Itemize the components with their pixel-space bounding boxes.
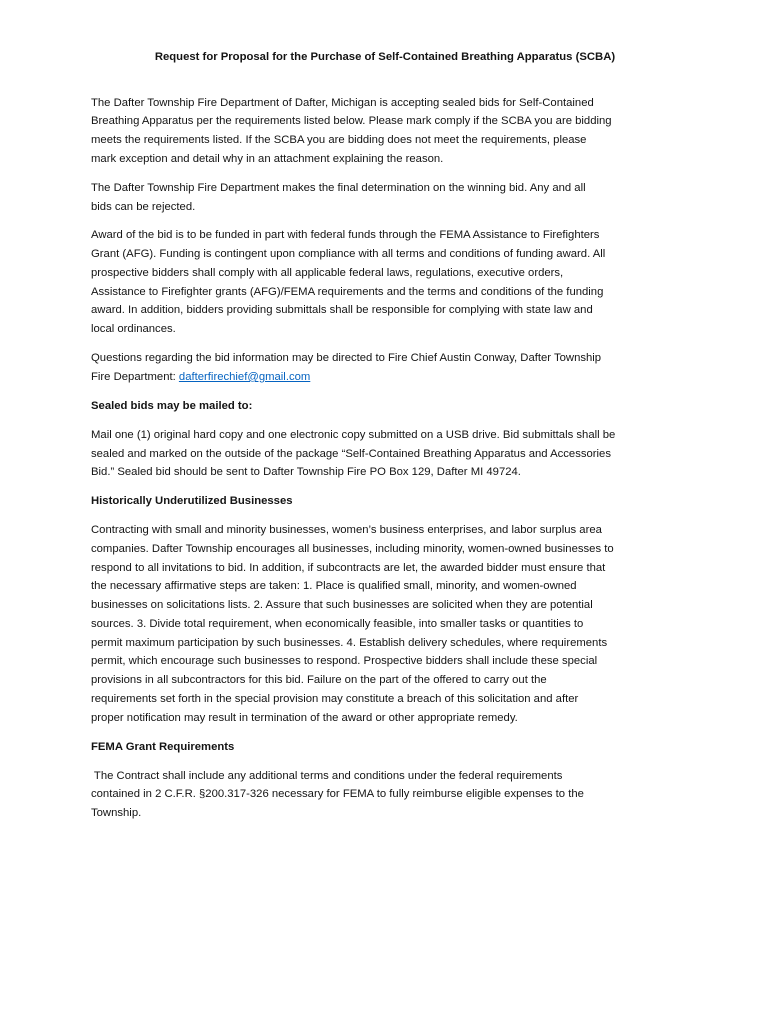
paragraph-line: companies. Dafter Township encourages all businesses, including minority, women-owned businesses to [91,542,614,555]
paragraph-line: Questions regarding the bid information may be directed to Fire Chief Austin Conway, Dafter Township [91,352,602,365]
paragraph-line: Breathing Apparatus per the requirements listed below. Please mark comply if the SCBA you are bidding [91,115,612,128]
paragraph-line [91,368,751,387]
intro-paragraph [91,94,751,169]
paragraph-line: Mail one (1) original hard copy and one electronic copy submitted on a USB drive. Bid submittals shall be [91,428,616,441]
paragraph-line: Township. [91,807,142,820]
paragraph-line: permit, which encourage such businesses to respond. Prospective bidders shall include these special [91,655,598,668]
paragraph-line: The Dafter Township Fire Department makes the final determination on the winning bid. Any and all [91,181,586,194]
paragraph-line: Grant (AFG). Funding is contingent upon compliance with all terms and conditions of funding award. All [91,248,606,261]
section-hub-heading [91,492,751,511]
contact-label: Fire Department: [91,370,179,383]
paragraph-line: Assistance to Firefighter grants (AFG)/FEMA requirements and the terms and conditions of the funding [91,285,604,298]
contact-paragraph [91,349,751,387]
document-title: Request for Proposal for the Purchase of Self-Contained Breathing Apparatus (SCBA) [154,50,616,63]
section-heading: FEMA Grant Requirements [91,740,235,753]
paragraph-line: proper notification may result in termination of the award or other appropriate remedy. [91,711,518,724]
paragraph-line: permit maximum participation by such businesses. 4. Establish delivery schedules, where requirements [91,636,608,649]
section-heading: Sealed bids may be mailed to: [91,399,253,412]
determination-paragraph [91,179,751,217]
paragraph-line: respond to all invitations to bid. In addition, if subcontracts are let, the awarded bidder must ensure that [91,561,606,574]
contact-email-link[interactable]: dafterfirechief@gmail.com [178,370,311,383]
section-heading: Historically Underutilized Businesses [91,495,293,508]
section-sealed-bids-heading [91,397,751,416]
paragraph-line: prospective bidders shall comply with all applicable federal laws, regulations, executive orders, [91,266,564,279]
paragraph-line: The Contract shall include any additional terms and conditions under the federal requirements [91,769,563,782]
paragraph-line: Contracting with small and minority businesses, women’s business enterprises, and labor surplus area [91,524,602,537]
paragraph-line: provisions in all subcontractors for this bid. Failure on the part of the offered to carry out the [91,674,547,687]
paragraph-line: meets the requirements listed. If the SCBA you are bidding does not meet the requirements, please [91,134,587,147]
paragraph-line: award. In addition, bidders providing submittals shall be responsible for complying with state law and [91,304,593,317]
paragraph-line: Bid.” Sealed bid should be sent to Dafter Township Fire PO Box 129, Dafter MI 49724. [91,466,521,479]
paragraph-line: bids can be rejected. [91,200,196,213]
paragraph-line: The Dafter Township Fire Department of Dafter, Michigan is accepting sealed bids for Self-Contained [91,96,594,109]
paragraph-line: businesses on solicitations lists. 2. Assure that such businesses are solicited when they are potential [91,599,593,612]
section-fema-heading [91,738,751,757]
paragraph-line: contained in 2 C.F.R. §200.317-326 necessary for FEMA to fully reimburse eligible expenses to the [91,788,584,801]
fema-paragraph [91,767,751,823]
award-paragraph [91,226,751,339]
sealed-bids-paragraph [91,426,751,482]
paragraph-line: requirements set forth in the special provision may constitute a breach of this solicitation and after [91,692,579,705]
paragraph-line: the necessary affirmative steps are taken: 1. Place is qualified small, minority, and women-owned [91,580,577,593]
paragraph-line: mark exception and detail why in an attachment explaining the reason. [91,152,444,165]
paragraph-line: local ordinances. [91,323,176,336]
paragraph-line: sources. 3. Divide total requirement, when economically feasible, into smaller tasks or quantities to [91,617,584,630]
document-body [91,94,751,833]
hub-paragraph [91,521,751,727]
paragraph-line: sealed and marked on the outside of the package “Self-Contained Breathing Apparatus and Accessories [91,447,611,460]
paragraph-line: Award of the bid is to be funded in part with federal funds through the FEMA Assistance to Firefighters [91,229,600,242]
